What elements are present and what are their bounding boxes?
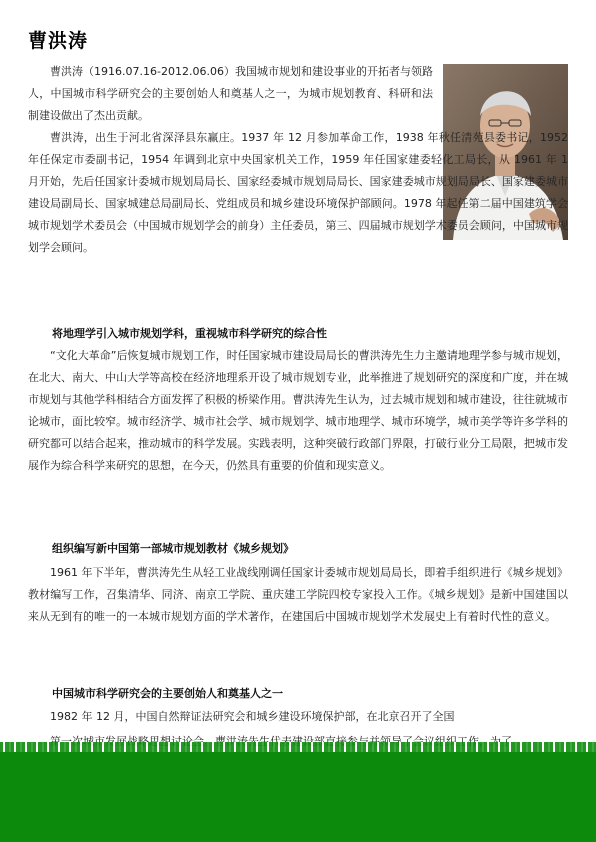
section-2-body: 1961 年下半年，曹洪涛先生从轻工业战线刚调任国家计委城市规划局局长，即着手组织进行《城乡规划》教材编写工作，召集清华、同济、南京工学院、重庆建工学院四校专家投入工作。《城乡规划》是新中国建国以来从无到有的唯一的一本城市规划方面的学术著作，在建国后中国城市规划学术发展史上有着时代性的意义。 xyxy=(28,566,568,623)
section-2-heading: 组织编写新中国第一部城市规划教材《城乡规划》 xyxy=(52,542,294,555)
section-3-heading: 中国城市科学研究会的主要创始人和奠基人之一 xyxy=(52,687,283,700)
intro-paragraph-2 xyxy=(28,127,568,259)
footer-green-band xyxy=(0,752,596,842)
section-1-body: “文化大革命”后恢复城市规划工作，时任国家城市建设局局长的曹洪涛先生力主邀请地理学参与城市规划，在北大、南大、中山大学等高校在经济地理系开设了城市规划专业，此举推进了规划研究的深度和广度，并在城市规划与其他学科相结合方面发挥了积极的桥梁作用。曹洪涛先生认为，过去城市规划和城市建设，往往就城市论城市，面比较窄。城市经济学、城市社会学、城市规划学、城市地理学、城市环境学，城市美学等许多学科的研究都可以结合起来，推动城市的科学发展。实践表明，这种突破行政部门界限，打破行业分工局限，把城市发展作为综合科学来研究的思想，在今天，仍然具有重要的价值和现实意义。 xyxy=(28,349,568,472)
intro-paragraph-1: 曹洪涛（1916.07.16-2012.06.06）我国城市规划和建设事业的开拓者与领路人，中国城市科学研究会的主要创始人和奠基人之一，为城市规划教育、科研和法制建设做出了杰出贡献。 xyxy=(28,65,433,122)
intro-paragraph-2-text: 曹洪涛，出生于河北省深泽县东赢庄。1937 年 12 月参加革命工作，1938 年秋任清苑县委书记，1952 年任保定市委副书记，1954 年调到北京中央国家机关工作，1959 年任国家建委轻化工局长，从 1961 年 1 月开始，先后任国家计委城市规划局局长、国家经委城市规划局局长、国家建委城市规划局局长、国家建委城市建设局副局长、国家城建总局副局长、党组成员和城乡建设环境保护部顾问。1978 年起任第二届中国建筑学会城市规划学术委员会（中国城市规划学会的前身）主任委员，第三、四届城市规划学术委员会顾问，中国城市规划学会顾问。 xyxy=(28,131,568,254)
section-3-line-1: 1982 年 12 月，中国自然辩证法研究会和城乡建设环境保护部，在北京召开了全国 xyxy=(50,710,455,723)
page-title: 曹洪涛 xyxy=(28,30,89,52)
section-1-heading: 将地理学引入城市规划学科，重视城市科学研究的综合性 xyxy=(52,327,327,340)
